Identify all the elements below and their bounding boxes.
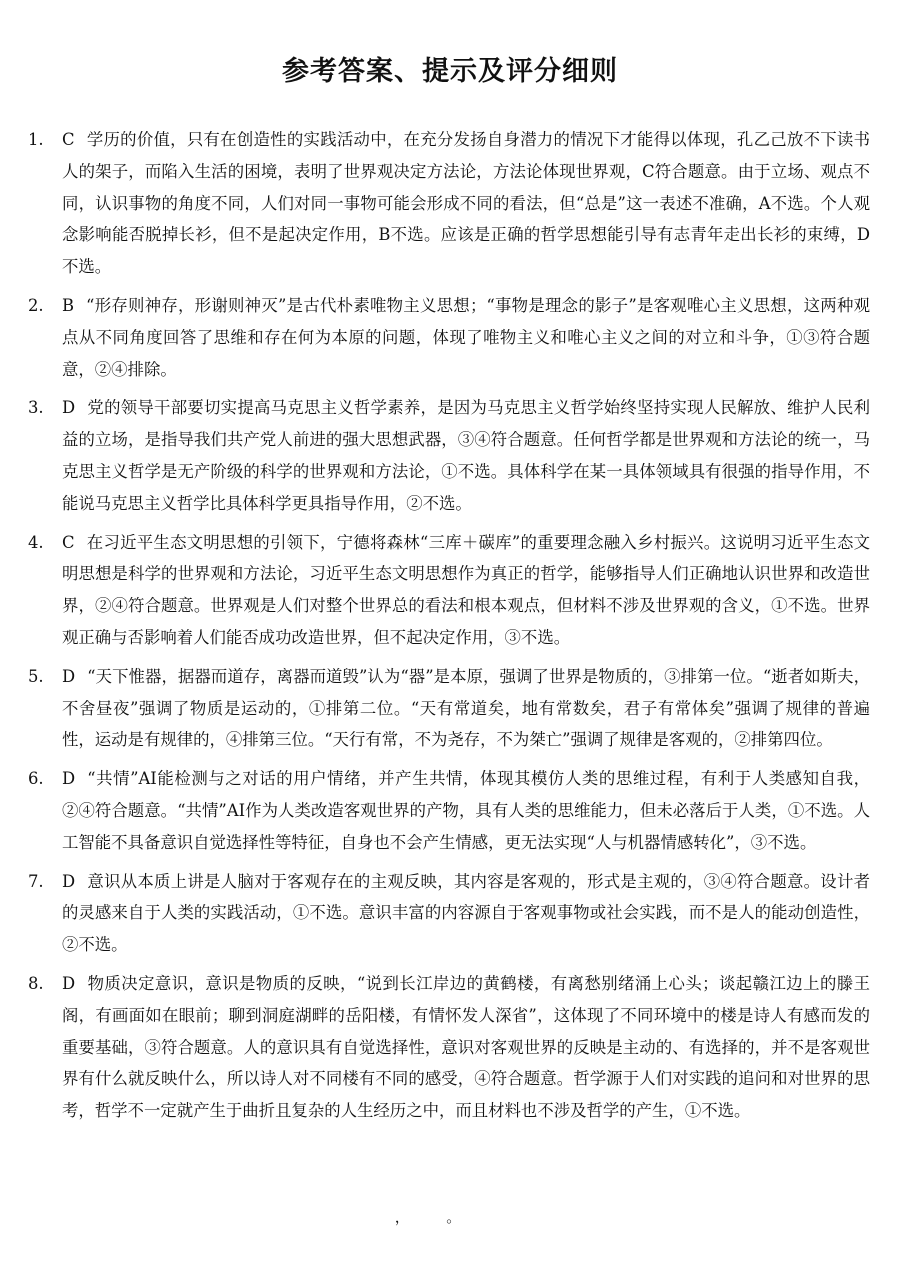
answer-key: D	[62, 973, 76, 993]
item-number: 3.	[28, 398, 44, 418]
answer-key: D	[62, 666, 76, 686]
answer-list	[28, 124, 870, 1134]
answer-explanation: “天下惟器，据器而道存，离器而道毁”认为“器”是本原，强调了世界是物质的，③排第一位。“逝者如斯夫，不舍昼夜”强调了物质是运动的，①排第二位。“天有常道矣，地有常数矣，君子有常体矣”强调了规律的普遍性，运动是有规律的，④排第三位。“天行有常，不为尧存，不为桀亡”强调了规律是客观的，②排第四位。	[62, 666, 870, 750]
answer-explanation: 意识从本质上讲是人脑对于客观存在的主观反映，其内容是客观的，形式是主观的，③④符合题意。设计者的灵感来自于人类的实践活动，①不选。意识丰富的内容源自于客观事物或社会实践，而不是人的能动创造性，②不选。	[62, 871, 870, 955]
answer-item-2	[28, 290, 870, 385]
answer-key: D	[62, 871, 76, 891]
page-footer-marks: ，。	[394, 1208, 506, 1226]
answer-key: C	[62, 130, 75, 149]
answer-key: D	[62, 769, 76, 789]
answer-key: B	[62, 295, 75, 315]
answer-item-3	[28, 392, 870, 519]
answer-item-7	[28, 866, 870, 961]
item-number: 1.	[28, 130, 44, 149]
item-number: 8.	[28, 973, 44, 993]
item-number: 4.	[28, 532, 44, 552]
answer-item-8	[28, 968, 870, 1127]
item-number: 6.	[28, 769, 44, 789]
answer-key: C	[62, 532, 75, 552]
answer-explanation: 学历的价值，只有在创造性的实践活动中，在充分发扬自身潜力的情况下才能得以体现，孔乙己放不下读书人的架子，而陷入生活的困境，表明了世界观决定方法论，方法论体现世界观，C符合题意。由于立场、观点不同，认识事物的角度不同，人们对同一事物可能会形成不同的看法，但“总是”这一表述不准确，A不选。个人观念影响能否脱掉长衫，但不是起决定作用，B不选。应该是正确的哲学思想能引导有志青年走出长衫的束缚，D不选。	[62, 130, 870, 277]
answer-explanation: “形存则神存，形谢则神灭”是古代朴素唯物主义思想；“事物是理念的影子”是客观唯心主义思想，这两种观点从不同角度回答了思维和存在何为本原的问题，体现了唯物主义和唯心主义之间的对立和斗争，①③符合题意，②④排除。	[62, 295, 870, 379]
answer-explanation: “共情”AI能检测与之对话的用户情绪，并产生共情，体现其模仿人类的思维过程，有利于人类感知自我，②④符合题意。“共情”AI作为人类改造客观世界的产物，具有人类的思维能力，但未必落后于人类，①不选。人工智能不具备意识自觉选择性等特征，自身也不会产生情感，更无法实现“人与机器情感转化”，③不选。	[62, 769, 870, 852]
answer-item-4	[28, 527, 870, 654]
answer-explanation: 党的领导干部要切实提高马克思主义哲学素养，是因为马克思主义哲学始终坚持实现人民解放、维护人民利益的立场，是指导我们共产党人前进的强大思想武器，③④符合题意。任何哲学都是世界观和方法论的统一，马克思主义哲学是无产阶级的科学的世界观和方法论，①不选。具体科学在某一具体领域具有很强的指导作用，不能说马克思主义哲学比具体科学更具指导作用，②不选。	[62, 398, 870, 513]
answer-explanation: 在习近平生态文明思想的引领下，宁德将森林“三库＋碳库”的重要理念融入乡村振兴。这说明习近平生态文明思想是科学的世界观和方法论，习近平生态文明思想作为真正的哲学，能够指导人们正确地认识世界和改造世界，②④符合题意。世界观是人们对整个世界总的看法和根本观点，但材料不涉及世界观的含义，①不选。世界观正确与否影响着人们能否成功改造世界，但不起决定作用，③不选。	[62, 532, 870, 647]
item-number: 5.	[28, 666, 44, 686]
item-number: 7.	[28, 871, 44, 891]
answer-explanation: 物质决定意识，意识是物质的反映，“说到长江岸边的黄鹤楼，有离愁别绪涌上心头；谈起赣江边上的滕王阁，有画面如在眼前；聊到洞庭湖畔的岳阳楼，有情怀发人深省”，这体现了不同环境中的楼是诗人有感而发的重要基础，③符合题意。人的意识具有自觉选择性，意识对客观世界的反映是主动的、有选择的，并不是客观世界有什么就反映什么，所以诗人对不同楼有不同的感受，④符合题意。哲学源于人们对实践的追问和对世界的思考，哲学不一定就产生于曲折且复杂的人生经历之中，而且材料也不涉及哲学的产生，①不选。	[62, 973, 870, 1121]
answer-item-1	[28, 124, 870, 283]
page-title: 参考答案、提示及评分细则	[282, 56, 618, 87]
answer-item-5	[28, 661, 870, 756]
answer-key: D	[62, 398, 76, 418]
answer-item-6	[28, 763, 870, 858]
item-number: 2.	[28, 295, 44, 315]
